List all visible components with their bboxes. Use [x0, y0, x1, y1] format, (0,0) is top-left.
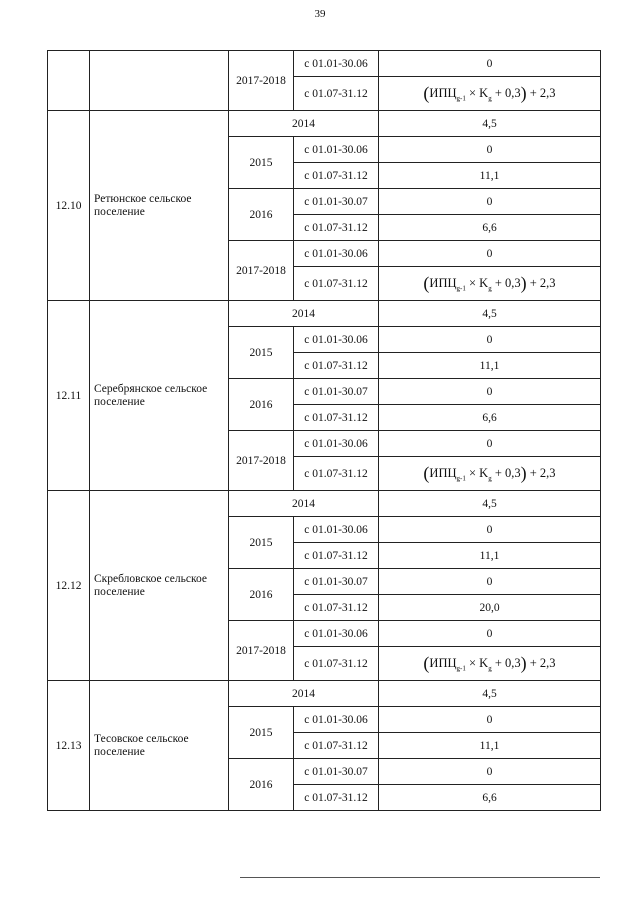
period-cell: с 01.07-31.12: [294, 77, 379, 111]
period-cell: с 01.01-30.06: [294, 241, 379, 267]
value-cell: 0: [379, 431, 601, 457]
value-cell: 20,0: [379, 595, 601, 621]
period-cell: с 01.07-31.12: [294, 353, 379, 379]
year-cell: 2014: [229, 111, 379, 137]
index-formula: $(ИПЦ_{g-1} \times K_g + 0,3) + 2,3$: [423, 653, 556, 673]
period-cell: с 01.01-30.06: [294, 707, 379, 733]
footer-divider: [240, 877, 600, 878]
value-cell: 6,6: [379, 785, 601, 811]
value-cell: 0: [379, 621, 601, 647]
index-formula: $(ИПЦ_{g-1} \times K_g + 0,3) + 2,3$: [423, 463, 556, 483]
period-cell: с 01.07-31.12: [294, 733, 379, 759]
period-cell: с 01.01-30.06: [294, 51, 379, 77]
table-row: [48, 111, 601, 137]
tariff-table: [47, 50, 601, 811]
value-cell: 0: [379, 137, 601, 163]
year-cell: 2014: [229, 301, 379, 327]
row-number-cell: [48, 51, 90, 111]
row-number-cell: 12.10: [48, 111, 90, 301]
year-cell: 2015: [229, 137, 294, 189]
year-cell: 2017-2018: [229, 241, 294, 301]
value-cell: 0: [379, 759, 601, 785]
formula-cell: [379, 457, 601, 491]
value-cell: 0: [379, 189, 601, 215]
period-cell: с 01.01-30.06: [294, 431, 379, 457]
year-cell: 2014: [229, 491, 379, 517]
year-cell: 2017-2018: [229, 431, 294, 491]
table-row: [48, 491, 601, 517]
period-cell: с 01.01-30.06: [294, 517, 379, 543]
value-cell: 0: [379, 379, 601, 405]
period-cell: с 01.07-31.12: [294, 267, 379, 301]
period-cell: с 01.01-30.06: [294, 621, 379, 647]
period-cell: с 01.01-30.07: [294, 569, 379, 595]
value-cell: 11,1: [379, 543, 601, 569]
value-cell: 0: [379, 517, 601, 543]
table-row: [48, 51, 601, 77]
value-cell: 0: [379, 51, 601, 77]
formula-cell: [379, 77, 601, 111]
period-cell: с 01.01-30.06: [294, 137, 379, 163]
period-cell: с 01.07-31.12: [294, 457, 379, 491]
value-cell: 6,6: [379, 405, 601, 431]
year-cell: 2017-2018: [229, 621, 294, 681]
period-cell: с 01.07-31.12: [294, 785, 379, 811]
year-cell: 2016: [229, 189, 294, 241]
period-cell: с 01.01-30.07: [294, 759, 379, 785]
year-cell: 2017-2018: [229, 51, 294, 111]
formula-cell: [379, 647, 601, 681]
value-cell: 0: [379, 327, 601, 353]
settlement-name-cell: [90, 51, 229, 111]
settlement-name-cell: Серебрянское сельское поселение: [90, 301, 229, 491]
year-cell: 2016: [229, 379, 294, 431]
period-cell: с 01.07-31.12: [294, 647, 379, 681]
settlement-name-cell: Скребловское сельское поселение: [90, 491, 229, 681]
formula-cell: [379, 267, 601, 301]
year-cell: 2016: [229, 569, 294, 621]
year-cell: 2015: [229, 707, 294, 759]
period-cell: с 01.07-31.12: [294, 543, 379, 569]
value-cell: 11,1: [379, 353, 601, 379]
value-cell: 0: [379, 241, 601, 267]
year-cell: 2015: [229, 327, 294, 379]
row-number-cell: 12.12: [48, 491, 90, 681]
period-cell: с 01.01-30.06: [294, 327, 379, 353]
row-number-cell: 12.13: [48, 681, 90, 811]
value-cell: 6,6: [379, 215, 601, 241]
value-cell: 0: [379, 569, 601, 595]
period-cell: с 01.01-30.07: [294, 189, 379, 215]
value-cell: 11,1: [379, 733, 601, 759]
year-cell: 2016: [229, 759, 294, 811]
period-cell: с 01.07-31.12: [294, 215, 379, 241]
value-cell: 4,5: [379, 111, 601, 137]
index-formula: $(ИПЦ_{g-1} \times K_g + 0,3) + 2,3$: [423, 83, 556, 103]
row-number-cell: 12.11: [48, 301, 90, 491]
period-cell: с 01.07-31.12: [294, 405, 379, 431]
value-cell: 11,1: [379, 163, 601, 189]
value-cell: 0: [379, 707, 601, 733]
period-cell: с 01.01-30.07: [294, 379, 379, 405]
settlement-name-cell: Ретюнское сельское поселение: [90, 111, 229, 301]
index-formula: $(ИПЦ_{g-1} \times K_g + 0,3) + 2,3$: [423, 273, 556, 293]
settlement-name-cell: Тесовское сельское поселение: [90, 681, 229, 811]
value-cell: 4,5: [379, 681, 601, 707]
year-cell: 2014: [229, 681, 379, 707]
page-number: 39: [314, 8, 326, 20]
table-row: [48, 301, 601, 327]
value-cell: 4,5: [379, 301, 601, 327]
year-cell: 2015: [229, 517, 294, 569]
value-cell: 4,5: [379, 491, 601, 517]
period-cell: с 01.07-31.12: [294, 163, 379, 189]
table-row: [48, 681, 601, 707]
period-cell: с 01.07-31.12: [294, 595, 379, 621]
